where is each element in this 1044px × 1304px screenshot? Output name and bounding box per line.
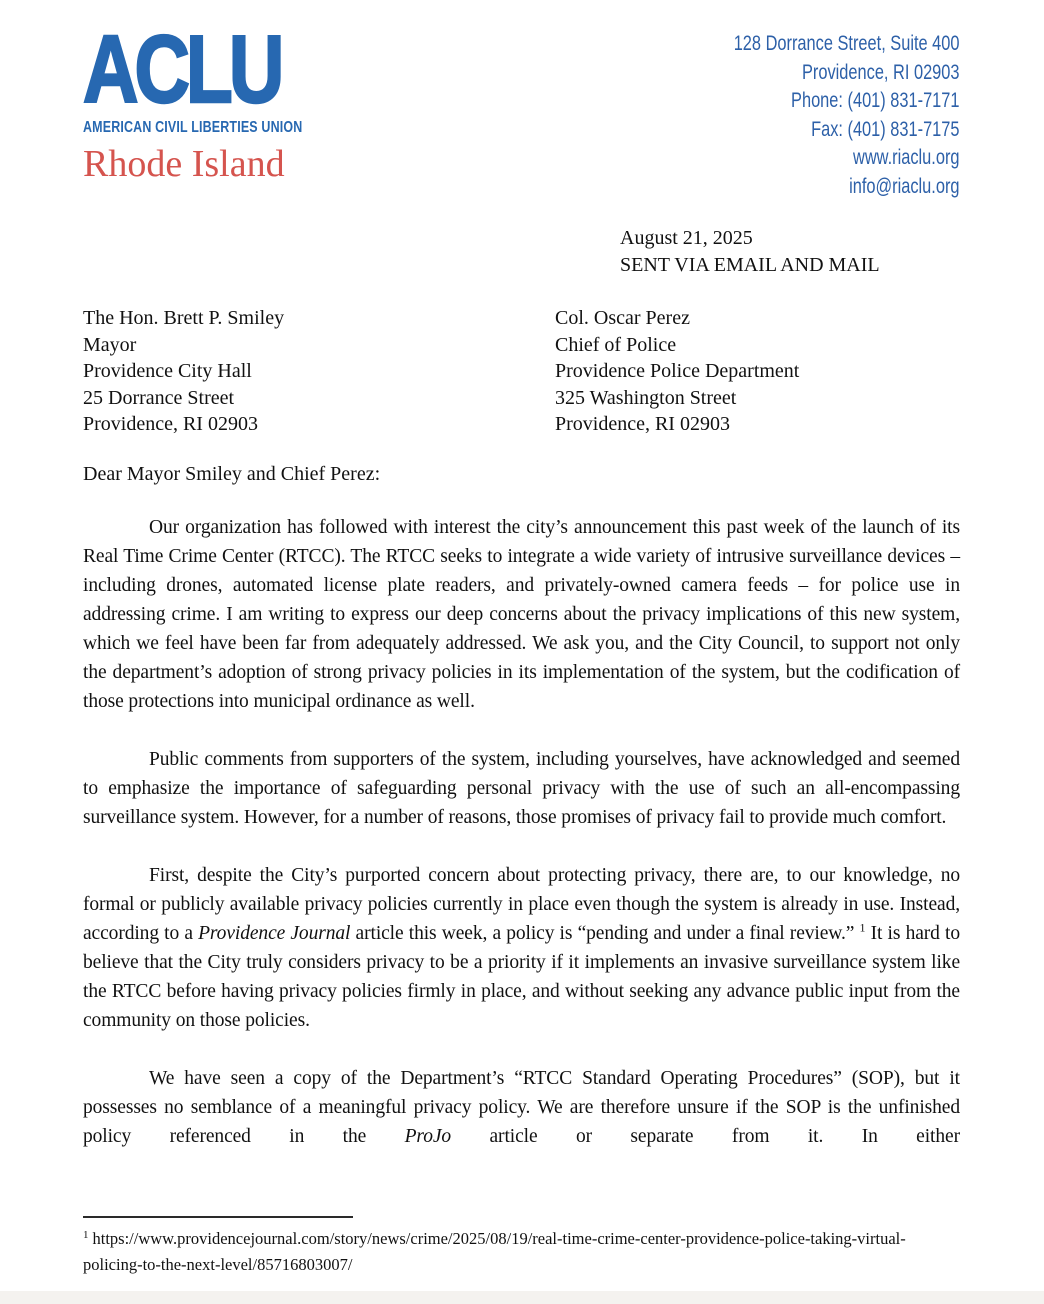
recipient-street: 25 Dorrance Street	[83, 386, 235, 409]
recipient-title: Chief of Police	[555, 333, 677, 356]
letter-paragraph-3: First, despite the City’s purported concern about protecting privacy, there are, to our knowledge, no formal or publicly available privacy policies currently in place even though the system is already in use. Instead, according to a Providence Journal article this week, a policy is “pending and under a final review.” $^1$ It is hard to believe that the City truly considers privacy to be a priority if it implements an invasive surveillance system like the RTCC before having privacy policies firmly in place, and without seeking any advance public input from the community on those policies.	[83, 865, 960, 1031]
letter-date: August 21, 2025	[620, 227, 753, 249]
recipient-name: The Hon. Brett P. Smiley	[83, 307, 285, 329]
date-block	[620, 225, 880, 279]
recipient-chief-address	[555, 305, 799, 438]
contact-phone-line: Phone: (401) 831-7171	[791, 89, 960, 112]
salutation: Dear Mayor Smiley and Chief Perez:	[83, 463, 381, 485]
aclu-logo	[83, 16, 364, 185]
letter-paragraph-4: We have seen a copy of the Department’s “RTCC Standard Operating Procedures” (SOP), but it possesses no semblance of a meaningful privacy policy. We are therefore unsure if the SOP is the unfinished policy referenced in the ProJo article or separate from it. In either	[83, 1068, 960, 1147]
aclu-logo-acronym: ACLU	[83, 16, 281, 123]
footnote-url: https://www.providencejournal.com/story/news/crime/2025/08/19/real-time-crime-center-providence-police-taking-virtual-policing-to-the-next-level/85716803007/	[83, 1229, 906, 1274]
footnote-separator-rule	[83, 1216, 353, 1218]
contact-website-line: www.riaclu.org	[853, 146, 960, 169]
recipient-title: Mayor	[83, 333, 137, 356]
recipient-org: Providence City Hall	[83, 360, 252, 382]
recipient-org: Providence Police Department	[555, 360, 800, 382]
footnote-1	[83, 1226, 960, 1278]
footnote-marker: 1	[83, 1228, 89, 1241]
contact-email-line: info@riaclu.org	[849, 174, 960, 198]
letter-paragraph-1: Our organization has followed with interest the city’s announcement this past week of the launch of its Real Time Crime Center (RTCC). The RTCC seeks to integrate a wide variety of intrusive surveillance devices – including drones, automated license plate readers, and privately-owned camera feeds – for police use in addressing crime. I am writing to express our deep concerns about the privacy implications of this new system, which we feel have been far from adequately addressed. We ask you, and the City Council, to support not only the department’s adoption of strong privacy policies in its implementation of the system, but the codification of those protections into municipal ordinance as well.	[83, 517, 960, 712]
recipient-mayor-address	[83, 305, 284, 438]
aclu-logo-org-name: AMERICAN CIVIL LIBERTIES UNION	[83, 119, 303, 136]
delivery-method: SENT VIA EMAIL AND MAIL	[620, 254, 880, 276]
footnote-area	[83, 1216, 960, 1278]
contact-address-line: 128 Dorrance Street, Suite 400	[734, 32, 960, 55]
recipient-name: Col. Oscar Perez	[555, 307, 690, 329]
letterhead-contact-info	[734, 30, 960, 201]
letter-body	[83, 513, 960, 1180]
letter-paragraph-2: Public comments from supporters of the system, including yourselves, have acknowledged and seemed to emphasize the importance of safeguarding personal privacy with the use of such an all-encompassing surveillance system. However, for a number of reasons, those promises of privacy fail to provide much comfort.	[83, 749, 960, 828]
contact-fax-line: Fax: (401) 831-7175	[811, 117, 960, 141]
recipient-street: 325 Washington Street	[555, 386, 737, 409]
recipient-city: Providence, RI 02903	[83, 413, 258, 435]
recipient-city: Providence, RI 02903	[555, 413, 730, 435]
page-bottom-edge	[0, 1291, 1044, 1304]
aclu-logo-affiliate: Rhode Island	[83, 143, 285, 185]
contact-city-line: Providence, RI 02903	[802, 60, 960, 84]
